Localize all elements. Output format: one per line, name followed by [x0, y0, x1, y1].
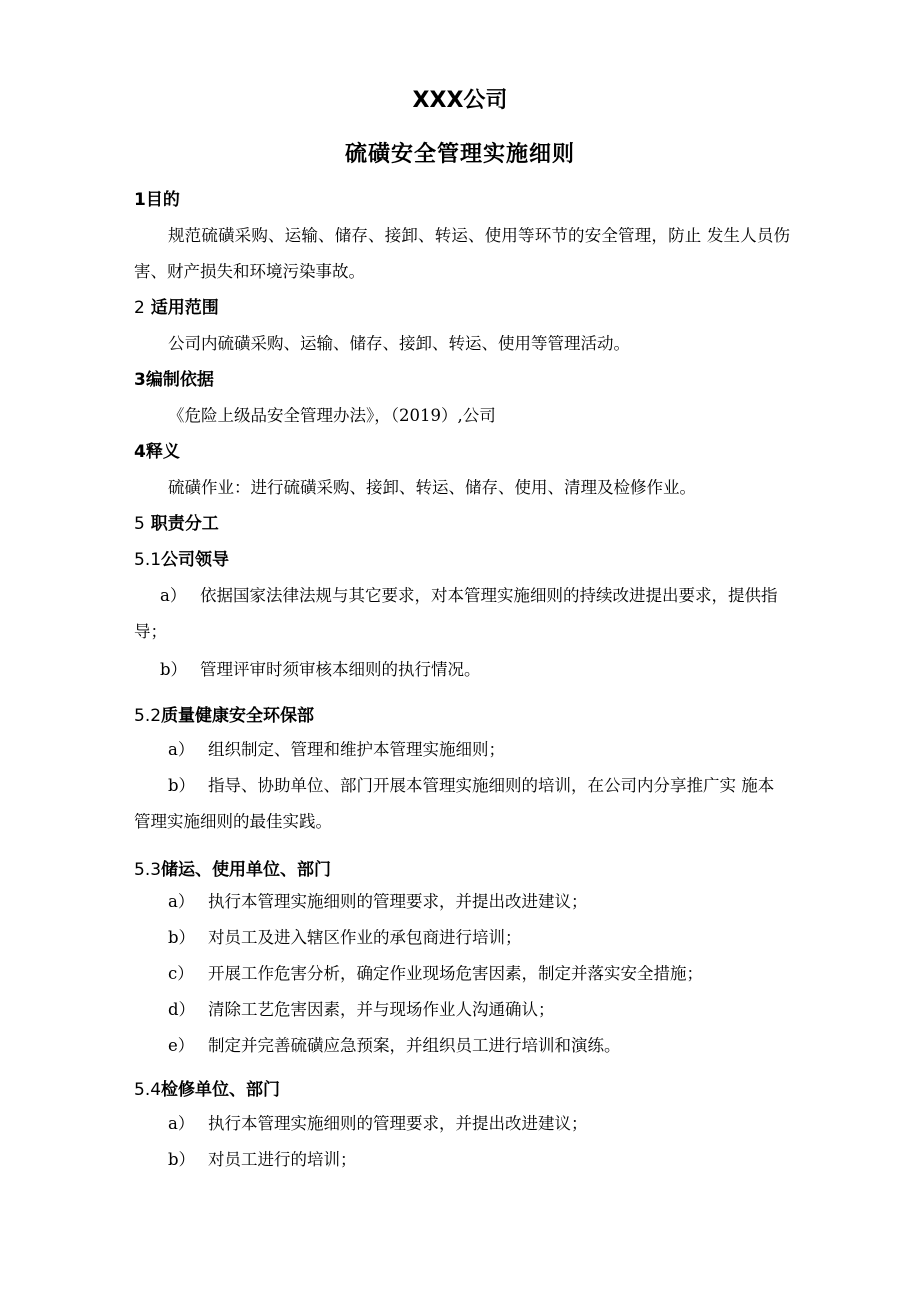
list-item-marker: c） — [168, 964, 194, 983]
list-item-text: 组织制定、管理和维护本管理实施细则； — [208, 740, 505, 759]
list-item-text: 制定并完善硫磺应急预案，并组织员工进行培训和演练。 — [208, 1036, 621, 1055]
section-5-3-title: 储运、使用单位、部门 — [161, 860, 332, 880]
list-item — [134, 920, 790, 956]
list-item — [134, 652, 790, 688]
section-1-heading: 1目的 — [134, 190, 180, 210]
list-item-text: 依据国家法律法规与其它要求，对本管理实施细则的持续改进提出要求，提供指导； — [134, 586, 778, 641]
section-5-number: 5 — [134, 514, 145, 534]
list-item-marker: a） — [168, 892, 195, 911]
list-item — [134, 578, 790, 650]
section-2-number: 2 — [134, 298, 145, 318]
list-item-marker: d） — [168, 1000, 196, 1019]
section-5-3-heading — [134, 858, 331, 882]
list-item-marker: a） — [168, 740, 195, 759]
list-item-text: 开展工作危害分析，确定作业现场危害因素，制定并落实安全措施； — [208, 964, 703, 983]
section-5-title: 职责分工 — [150, 514, 219, 534]
list-item-text: 对员工进行的培训； — [208, 1150, 357, 1169]
list-item-marker: a） — [160, 586, 187, 605]
list-item — [134, 956, 790, 992]
list-item-marker: b） — [168, 928, 196, 947]
section-5-4-heading — [134, 1078, 280, 1102]
section-3-text: 《危险上级品安全管理办法》，（2019）,公司 — [168, 406, 496, 425]
list-item-marker: b） — [168, 776, 196, 795]
document-title: 硫磺安全管理实施细则 — [344, 142, 575, 167]
list-item — [134, 1142, 790, 1178]
section-2-title: 适用范围 — [150, 298, 219, 318]
section-5-3-number: 5.3 — [134, 860, 162, 880]
section-5-4-title: 检修单位、部门 — [161, 1080, 281, 1100]
section-5-heading — [134, 512, 219, 536]
section-3-heading: 3编制依据 — [134, 370, 214, 390]
list-item — [134, 884, 790, 920]
section-1-text: 规范硫磺采购、运输、储存、接卸、转运、使用等环节的安全管理，防止 发生人员伤害、财产损失和环境污染事故。 — [134, 226, 790, 281]
list-item — [134, 1106, 790, 1142]
section-2-heading — [134, 296, 219, 320]
list-item — [134, 1028, 790, 1064]
list-item-text: 指导、协助单位、部门开展本管理实施细则的培训，在公司内分享推广实 施本管理实施细则的最佳实践。 — [134, 776, 775, 831]
list-item-text: 执行本管理实施细则的管理要求，并提出改进建议； — [208, 1114, 588, 1133]
section-5-1-title: 公司领导 — [161, 550, 230, 570]
section-4-text: 硫磺作业：进行硫磺采购、接卸、转运、储存、使用、清理及检修作业。 — [168, 478, 696, 497]
list-item-text: 对员工及进入辖区作业的承包商进行培训； — [208, 928, 522, 947]
list-item-text: 执行本管理实施细则的管理要求，并提出改进建议； — [208, 892, 588, 911]
list-item-marker: b） — [160, 660, 188, 679]
section-5-1-number: 5.1 — [134, 550, 162, 570]
section-5-4-number: 5.4 — [134, 1080, 162, 1100]
section-4-heading: 4释义 — [134, 442, 180, 462]
list-item-marker: a） — [168, 1114, 195, 1133]
list-item-text: 清除工艺危害因素，并与现场作业人沟通确认； — [208, 1000, 555, 1019]
section-5-2-title: 质量健康安全环保部 — [161, 706, 315, 726]
list-item-marker: b） — [168, 1150, 196, 1169]
list-item — [134, 768, 790, 840]
section-5-2-heading — [134, 704, 314, 728]
section-5-1-heading — [134, 548, 229, 572]
list-item-text: 管理评审时须审核本细则的执行情况。 — [200, 660, 481, 679]
section-2-text: 公司内硫磺采购、运输、储存、接卸、转运、使用等管理活动。 — [168, 334, 630, 353]
section-5-2-number: 5.2 — [134, 706, 162, 726]
list-item — [134, 992, 790, 1028]
list-item-marker: e） — [168, 1036, 195, 1055]
company-title: XXX公司 — [412, 88, 508, 113]
list-item — [134, 732, 790, 768]
